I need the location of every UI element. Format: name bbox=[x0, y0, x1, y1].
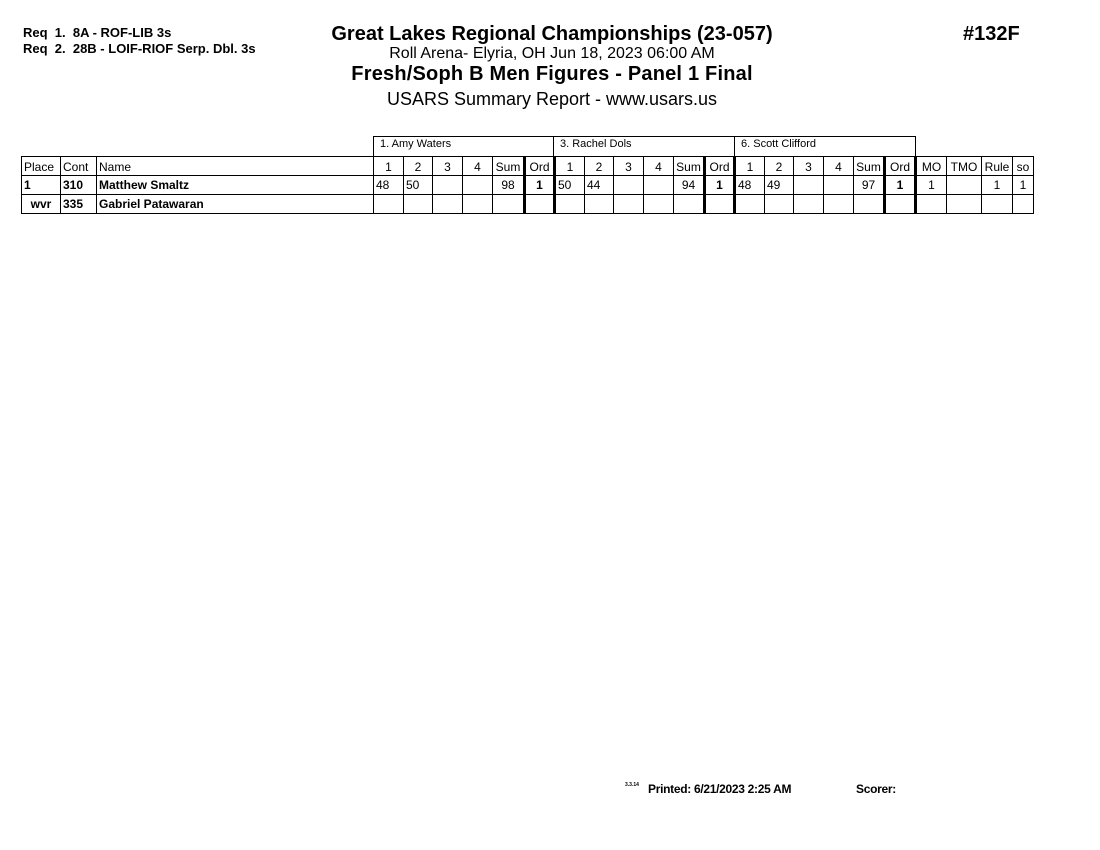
results-table bbox=[21, 156, 1034, 214]
row-place: 1 bbox=[22, 176, 61, 195]
col-j2-sum: Sum bbox=[674, 157, 705, 176]
score-cell bbox=[614, 195, 644, 214]
mo-cell bbox=[916, 195, 947, 214]
col-j2-s4: 4 bbox=[644, 157, 674, 176]
col-j2-s3: 3 bbox=[614, 157, 644, 176]
ord-cell bbox=[705, 195, 735, 214]
row-name: Gabriel Patawaran bbox=[97, 195, 374, 214]
score-cell bbox=[794, 176, 824, 195]
table-row bbox=[22, 176, 1034, 195]
ord-cell: 1 bbox=[525, 176, 555, 195]
ord-cell bbox=[885, 195, 916, 214]
score-cell bbox=[614, 176, 644, 195]
sum-cell: 97 bbox=[854, 176, 885, 195]
sum-cell bbox=[493, 195, 525, 214]
score-cell bbox=[404, 195, 433, 214]
score-cell: 48 bbox=[374, 176, 404, 195]
col-j3-s1: 1 bbox=[735, 157, 765, 176]
col-j1-ord: Ord bbox=[525, 157, 555, 176]
col-j3-sum: Sum bbox=[854, 157, 885, 176]
score-cell bbox=[765, 195, 794, 214]
col-j1-sum: Sum bbox=[493, 157, 525, 176]
sum-cell: 94 bbox=[674, 176, 705, 195]
col-j2-s1: 1 bbox=[555, 157, 585, 176]
col-place: Place bbox=[22, 157, 61, 176]
row-cont: 335 bbox=[61, 195, 97, 214]
header-row bbox=[22, 157, 1034, 176]
requirement-2: Req 2. 28B - LOIF-RIOF Serp. Dbl. 3s bbox=[23, 41, 256, 56]
score-cell bbox=[555, 195, 585, 214]
col-j3-s4: 4 bbox=[824, 157, 854, 176]
ord-cell bbox=[525, 195, 555, 214]
row-name: Matthew Smaltz bbox=[97, 176, 374, 195]
score-cell bbox=[463, 176, 493, 195]
col-j2-ord: Ord bbox=[705, 157, 735, 176]
ord-cell: 1 bbox=[885, 176, 916, 195]
score-cell: 50 bbox=[555, 176, 585, 195]
score-cell bbox=[644, 176, 674, 195]
report-subtitle: USARS Summary Report - www.usars.us bbox=[386, 89, 718, 109]
col-j1-s3: 3 bbox=[433, 157, 463, 176]
ord-cell: 1 bbox=[705, 176, 735, 195]
row-cont: 310 bbox=[61, 176, 97, 195]
venue-date: Roll Arena- Elyria, OH Jun 18, 2023 06:00 AM bbox=[389, 45, 715, 62]
score-cell: 50 bbox=[404, 176, 433, 195]
score-cell: 49 bbox=[765, 176, 794, 195]
col-j3-s2: 2 bbox=[765, 157, 794, 176]
sum-cell bbox=[854, 195, 885, 214]
col-j3-ord: Ord bbox=[885, 157, 916, 176]
judge-header-2: 3. Rachel Dols bbox=[553, 136, 735, 156]
table-row bbox=[22, 195, 1034, 214]
mo-cell: 1 bbox=[916, 176, 947, 195]
col-mo: MO bbox=[916, 157, 947, 176]
event-code: #132F bbox=[963, 23, 1020, 45]
row-place: wvr bbox=[22, 195, 61, 214]
event-title: Fresh/Soph B Men Figures - Panel 1 Final bbox=[351, 63, 753, 85]
col-j3-s3: 3 bbox=[794, 157, 824, 176]
judge-header-1: 1. Amy Waters bbox=[373, 136, 554, 156]
sum-cell bbox=[674, 195, 705, 214]
requirement-1: Req 1. 8A - ROF-LIB 3s bbox=[23, 25, 172, 40]
so-cell bbox=[1013, 195, 1034, 214]
scorer-label: Scorer: bbox=[856, 782, 896, 796]
score-cell bbox=[824, 195, 854, 214]
col-j1-s4: 4 bbox=[463, 157, 493, 176]
col-cont: Cont bbox=[61, 157, 97, 176]
score-cell bbox=[735, 195, 765, 214]
sum-cell: 98 bbox=[493, 176, 525, 195]
col-j2-s2: 2 bbox=[585, 157, 614, 176]
score-cell: 44 bbox=[585, 176, 614, 195]
judge-header-3: 6. Scott Clifford bbox=[734, 136, 916, 156]
col-tmo: TMO bbox=[947, 157, 982, 176]
competition-title: Great Lakes Regional Championships (23-057) bbox=[331, 23, 773, 45]
rule-cell: 1 bbox=[982, 176, 1013, 195]
printed-timestamp: Printed: 6/21/2023 2:25 AM bbox=[648, 782, 792, 796]
col-rule: Rule bbox=[982, 157, 1013, 176]
score-cell bbox=[585, 195, 614, 214]
col-j1-s1: 1 bbox=[374, 157, 404, 176]
tmo-cell bbox=[947, 195, 982, 214]
score-cell bbox=[433, 176, 463, 195]
score-cell: 48 bbox=[735, 176, 765, 195]
score-cell bbox=[824, 176, 854, 195]
col-j1-s2: 2 bbox=[404, 157, 433, 176]
rule-cell bbox=[982, 195, 1013, 214]
score-cell bbox=[433, 195, 463, 214]
tmo-cell bbox=[947, 176, 982, 195]
score-cell bbox=[644, 195, 674, 214]
version-mark: 3.3.14 bbox=[625, 782, 639, 788]
col-so: so bbox=[1013, 157, 1034, 176]
score-cell bbox=[794, 195, 824, 214]
score-cell bbox=[374, 195, 404, 214]
col-name: Name bbox=[97, 157, 374, 176]
score-cell bbox=[463, 195, 493, 214]
so-cell: 1 bbox=[1013, 176, 1034, 195]
